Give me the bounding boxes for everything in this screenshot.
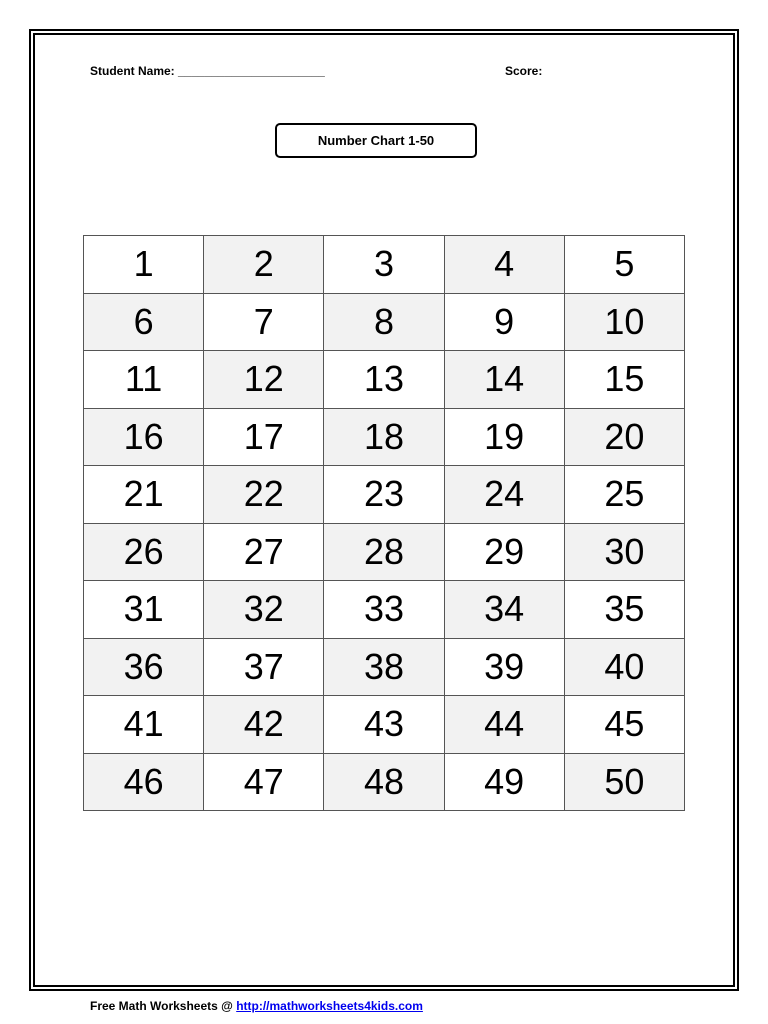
- number-cell: 20: [564, 408, 684, 466]
- number-cell: 31: [84, 581, 204, 639]
- number-cell: 6: [84, 293, 204, 351]
- grid-row: [84, 581, 685, 639]
- number-cell: 22: [204, 466, 324, 524]
- number-cell: 23: [324, 466, 444, 524]
- number-cell: 32: [204, 581, 324, 639]
- footer-text: Free Math Worksheets @: [90, 999, 237, 1013]
- number-cell: 26: [84, 523, 204, 581]
- number-cell: 46: [84, 753, 204, 811]
- grid-row: [84, 523, 685, 581]
- student-name-label: Student Name: ______________________: [90, 64, 325, 78]
- number-cell: 35: [564, 581, 684, 639]
- number-cell: 13: [324, 351, 444, 409]
- number-cell: 42: [204, 696, 324, 754]
- number-cell: 40: [564, 638, 684, 696]
- footer: [90, 999, 423, 1013]
- number-cell: 18: [324, 408, 444, 466]
- grid-row: [84, 236, 685, 294]
- number-cell: 7: [204, 293, 324, 351]
- number-cell: 15: [564, 351, 684, 409]
- grid-row: [84, 351, 685, 409]
- number-cell: 34: [444, 581, 564, 639]
- number-cell: 44: [444, 696, 564, 754]
- number-cell: 50: [564, 753, 684, 811]
- number-cell: 41: [84, 696, 204, 754]
- number-cell: 33: [324, 581, 444, 639]
- number-cell: 19: [444, 408, 564, 466]
- grid-row: [84, 293, 685, 351]
- number-cell: 39: [444, 638, 564, 696]
- number-cell: 14: [444, 351, 564, 409]
- number-cell: 4: [444, 236, 564, 294]
- worksheet-title: Number Chart 1-50: [317, 133, 435, 148]
- number-cell: 12: [204, 351, 324, 409]
- number-cell: 36: [84, 638, 204, 696]
- grid-row: [84, 753, 685, 811]
- number-cell: 25: [564, 466, 684, 524]
- worksheet-title-box: [275, 123, 477, 158]
- number-cell: 21: [84, 466, 204, 524]
- number-chart-body: [84, 236, 685, 811]
- number-cell: 43: [324, 696, 444, 754]
- number-cell: 45: [564, 696, 684, 754]
- grid-row: [84, 466, 685, 524]
- number-cell: 24: [444, 466, 564, 524]
- number-cell: 38: [324, 638, 444, 696]
- number-cell: 1: [84, 236, 204, 294]
- score-label: Score:: [505, 64, 543, 78]
- number-cell: 27: [204, 523, 324, 581]
- number-cell: 17: [204, 408, 324, 466]
- number-cell: 28: [324, 523, 444, 581]
- grid-row: [84, 696, 685, 754]
- number-cell: 8: [324, 293, 444, 351]
- number-cell: 30: [564, 523, 684, 581]
- grid-row: [84, 408, 685, 466]
- number-cell: 3: [324, 236, 444, 294]
- number-chart-grid: [83, 235, 685, 811]
- number-cell: 9: [444, 293, 564, 351]
- number-cell: 10: [564, 293, 684, 351]
- number-cell: 37: [204, 638, 324, 696]
- number-cell: 29: [444, 523, 564, 581]
- number-cell: 48: [324, 753, 444, 811]
- number-cell: 16: [84, 408, 204, 466]
- number-cell: 5: [564, 236, 684, 294]
- number-cell: 49: [444, 753, 564, 811]
- number-cell: 11: [84, 351, 204, 409]
- footer-link[interactable]: http://mathworksheets4kids.com: [236, 999, 423, 1013]
- number-cell: 2: [204, 236, 324, 294]
- number-cell: 47: [204, 753, 324, 811]
- grid-row: [84, 638, 685, 696]
